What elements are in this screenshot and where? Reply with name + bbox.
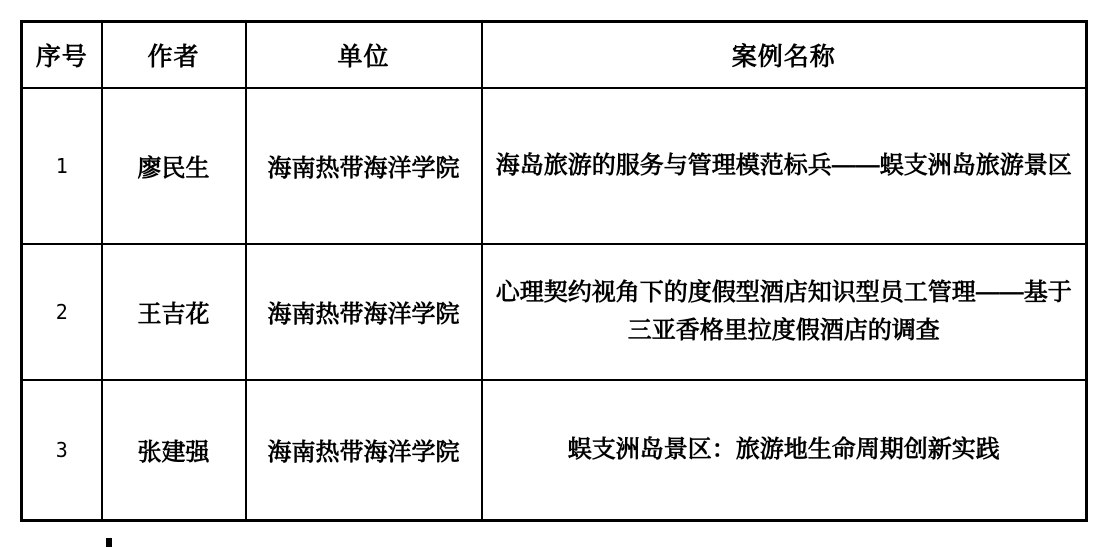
table-row [22,380,1087,521]
cell-case-name: 心理契约视角下的度假型酒店知识型员工管理——基于三亚香格里拉度假酒店的调查 [482,244,1087,380]
table-header-row [22,22,1087,88]
header-cell-case-name: 案例名称 [482,22,1087,88]
cell-no: 3 [22,380,102,521]
cell-case-name: 蜈支洲岛景区：旅游地生命周期创新实践 [482,380,1087,521]
cell-unit: 海南热带海洋学院 [246,380,482,521]
header-cell-unit: 单位 [246,22,482,88]
cell-unit: 海南热带海洋学院 [246,88,482,244]
table-row [22,244,1087,380]
header-cell-author: 作者 [102,22,246,88]
stray-ink-mark [106,538,112,547]
header-cell-no: 序号 [22,22,102,88]
cell-unit: 海南热带海洋学院 [246,244,482,380]
cell-author: 张建强 [102,380,246,521]
case-table [20,20,1088,522]
table-row [22,88,1087,244]
cell-author: 廖民生 [102,88,246,244]
cell-no: 1 [22,88,102,244]
cell-no: 2 [22,244,102,380]
cell-author: 王吉花 [102,244,246,380]
cell-case-name: 海岛旅游的服务与管理模范标兵——蜈支洲岛旅游景区 [482,88,1087,244]
